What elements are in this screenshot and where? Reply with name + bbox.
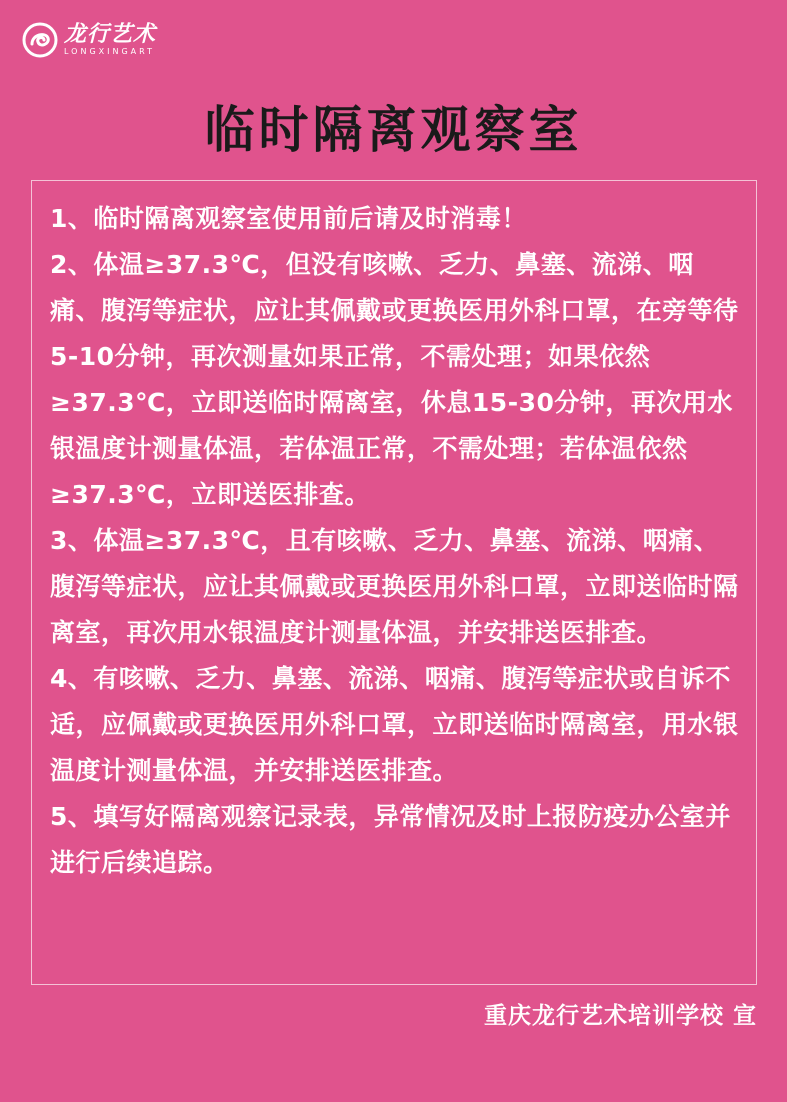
rule-item: 3、体温≥37.3℃，且有咳嗽、乏力、鼻塞、流涕、咽痛、腹泻等症状，应让其佩戴或更换医用外科口罩，立即送临时隔离室，再次用水银温度计测量体温，并安排送医排查。 xyxy=(50,526,739,647)
logo-swirl-icon xyxy=(22,22,58,58)
issuer-signature: 重庆龙行艺术培训学校 宣 xyxy=(483,1003,757,1029)
logo xyxy=(22,22,156,58)
page-title: 临时隔离观察室 xyxy=(204,101,583,159)
rule-item: 4、有咳嗽、乏力、鼻塞、流涕、咽痛、腹泻等症状或自诉不适，应佩戴或更换医用外科口罩，立即送临时隔离室，用水银温度计测量体温，并安排送医排查。 xyxy=(50,664,739,785)
rule-item: 1、临时隔离观察室使用前后请及时消毒！ xyxy=(50,204,527,233)
rule-item: 5、填写好隔离观察记录表，异常情况及时上报防疫办公室并进行后续追踪。 xyxy=(50,802,731,877)
logo-name-cn: 龙行艺术 xyxy=(64,22,157,47)
logo-name-en: LONGXINGART xyxy=(64,47,156,56)
rule-item: 2、体温≥37.3℃，但没有咳嗽、乏力、鼻塞、流涕、咽痛、腹泻等症状，应让其佩戴或更换医用外科口罩，在旁等待5-10分钟，再次测量如果正常，不需处理；如果依然≥37.3℃，立即送临时隔离室，休息15-30分钟，再次用水银温度计测量体温，若体温正常，不需处理；若体温依然≥37.3℃，立即送医排查。 xyxy=(50,250,739,509)
rules-list xyxy=(50,196,740,886)
logo-wordmark xyxy=(64,23,156,57)
